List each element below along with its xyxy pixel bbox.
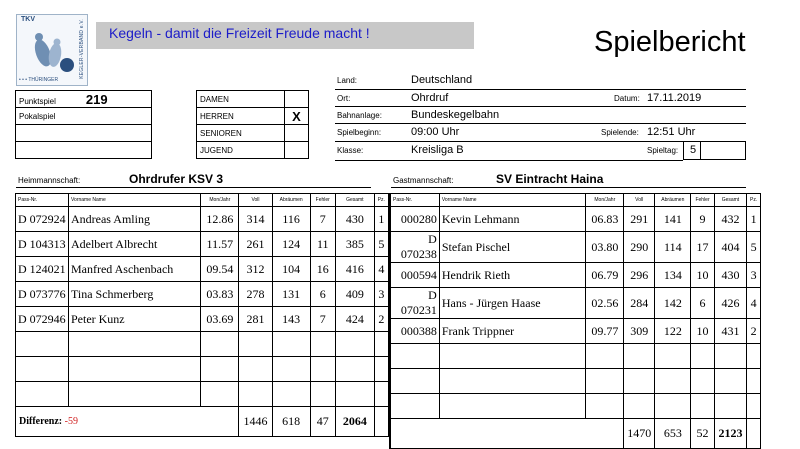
guest-total-gesamt: 2123 <box>714 419 747 449</box>
table-row: D 072924 Andreas Amling 12.86 314 116 7 430 1 <box>16 207 389 232</box>
klasse-label: Klasse: <box>337 146 364 155</box>
guest-results-table <box>389 193 761 449</box>
table-row: D 124021 Manfred Aschenbach 09.54 312 104 16 416 4 <box>16 257 389 282</box>
empty-row <box>16 332 389 357</box>
land-label: Land: <box>337 76 358 85</box>
land-value: Deutschland <box>411 74 473 86</box>
home-results-table <box>15 193 389 437</box>
table-row: 000388 Frank Trippner 09.77 309 122 10 431 2 <box>390 319 761 344</box>
datum-value: 17.11.2019 <box>647 92 702 104</box>
table-row: 000280 Kevin Lehmann 06.83 291 141 9 432 1 <box>390 207 761 232</box>
home-total-gesamt: 2064 <box>335 407 374 437</box>
empty-row <box>390 369 761 394</box>
beginn-value: 09:00 Uhr <box>411 126 460 138</box>
empty-row <box>390 394 761 419</box>
table-row: D 070238 Stefan Pischel 03.80 290 114 17 404 5 <box>390 232 761 263</box>
bahn-label: Bahnanlage: <box>337 111 382 120</box>
category-damen: DAMEN <box>197 91 285 108</box>
pokalspiel-label: Pokalspiel <box>16 108 152 125</box>
category-jugend: JUGEND <box>197 142 285 159</box>
game-type-table <box>15 90 152 159</box>
datum-label: Datum: <box>614 94 640 103</box>
category-herren-mark: X <box>285 108 309 125</box>
guest-total-abr: 653 <box>655 419 691 449</box>
logo-abbrev: TKV <box>21 16 35 23</box>
home-total-voll: 1446 <box>239 407 273 437</box>
home-team-label: Heimmannschaft: <box>18 176 81 185</box>
ende-value: 12:51 Uhr <box>647 126 696 138</box>
category-senioren: SENIOREN <box>197 125 285 142</box>
ort-value: Ohrdruf <box>411 92 449 104</box>
spieltag-label: Spieltag: <box>647 146 679 155</box>
difference-value: -59 <box>64 416 78 427</box>
guest-team-label: Gastmannschaft: <box>393 176 454 185</box>
punktspiel-label: Punktspiel <box>19 96 56 106</box>
category-table <box>196 90 309 159</box>
guest-header-row: Pass-Nr. Vorname Name Mon/Jahr Voll Abräumen Fehler Gesamt Pz. <box>390 194 761 207</box>
logo-bottom-text: • • • THÜRINGER <box>19 77 59 83</box>
banner: Kegeln - damit die Freizeit Freude macht ! <box>96 22 474 49</box>
difference-label: Differenz: <box>19 416 63 427</box>
ort-label: Ort: <box>337 94 351 103</box>
logo-vertical-text: KEGLER-VERBAND e.V. <box>79 19 85 79</box>
home-team-name: Ohrdrufer KSV 3 <box>129 172 224 186</box>
table-row: 000594 Hendrik Rieth 06.79 296 134 10 430 3 <box>390 263 761 288</box>
page-title: Spielbericht <box>594 26 746 58</box>
tkv-logo <box>16 14 88 86</box>
empty-row <box>16 382 389 407</box>
home-header-row: Pass-Nr. Vorname Name Mon/Jahr Voll Abräumen Fehler Gesamt Pz. <box>16 194 389 207</box>
empty-row <box>16 357 389 382</box>
guest-totals-row <box>390 419 761 449</box>
guest-team-name: SV Eintracht Haina <box>496 172 604 186</box>
table-row: D 104313 Adelbert Albrecht 11.57 261 124 11 385 5 <box>16 232 389 257</box>
bahn-value: Bundeskegelbahn <box>411 109 500 121</box>
guest-total-voll: 1470 <box>624 419 655 449</box>
klasse-value: Kreisliga B <box>411 144 464 156</box>
table-row: D 070231 Hans - Jürgen Haase 02.56 284 142 6 426 4 <box>390 288 761 319</box>
guest-total-fehler: 52 <box>691 419 714 449</box>
ende-label: Spielende: <box>601 128 639 137</box>
home-total-abr: 618 <box>272 407 310 437</box>
spieltag-value: 5 <box>690 144 697 156</box>
beginn-label: Spielbeginn: <box>337 128 382 137</box>
empty-row <box>390 344 761 369</box>
table-row: D 073776 Tina Schmerberg 03.83 278 131 6 409 3 <box>16 282 389 307</box>
table-row: D 072946 Peter Kunz 03.69 281 143 7 424 2 <box>16 307 389 332</box>
category-herren: HERREN <box>197 108 285 125</box>
home-totals-row <box>16 407 389 437</box>
home-total-fehler: 47 <box>310 407 335 437</box>
punktspiel-number: 219 <box>85 91 108 107</box>
